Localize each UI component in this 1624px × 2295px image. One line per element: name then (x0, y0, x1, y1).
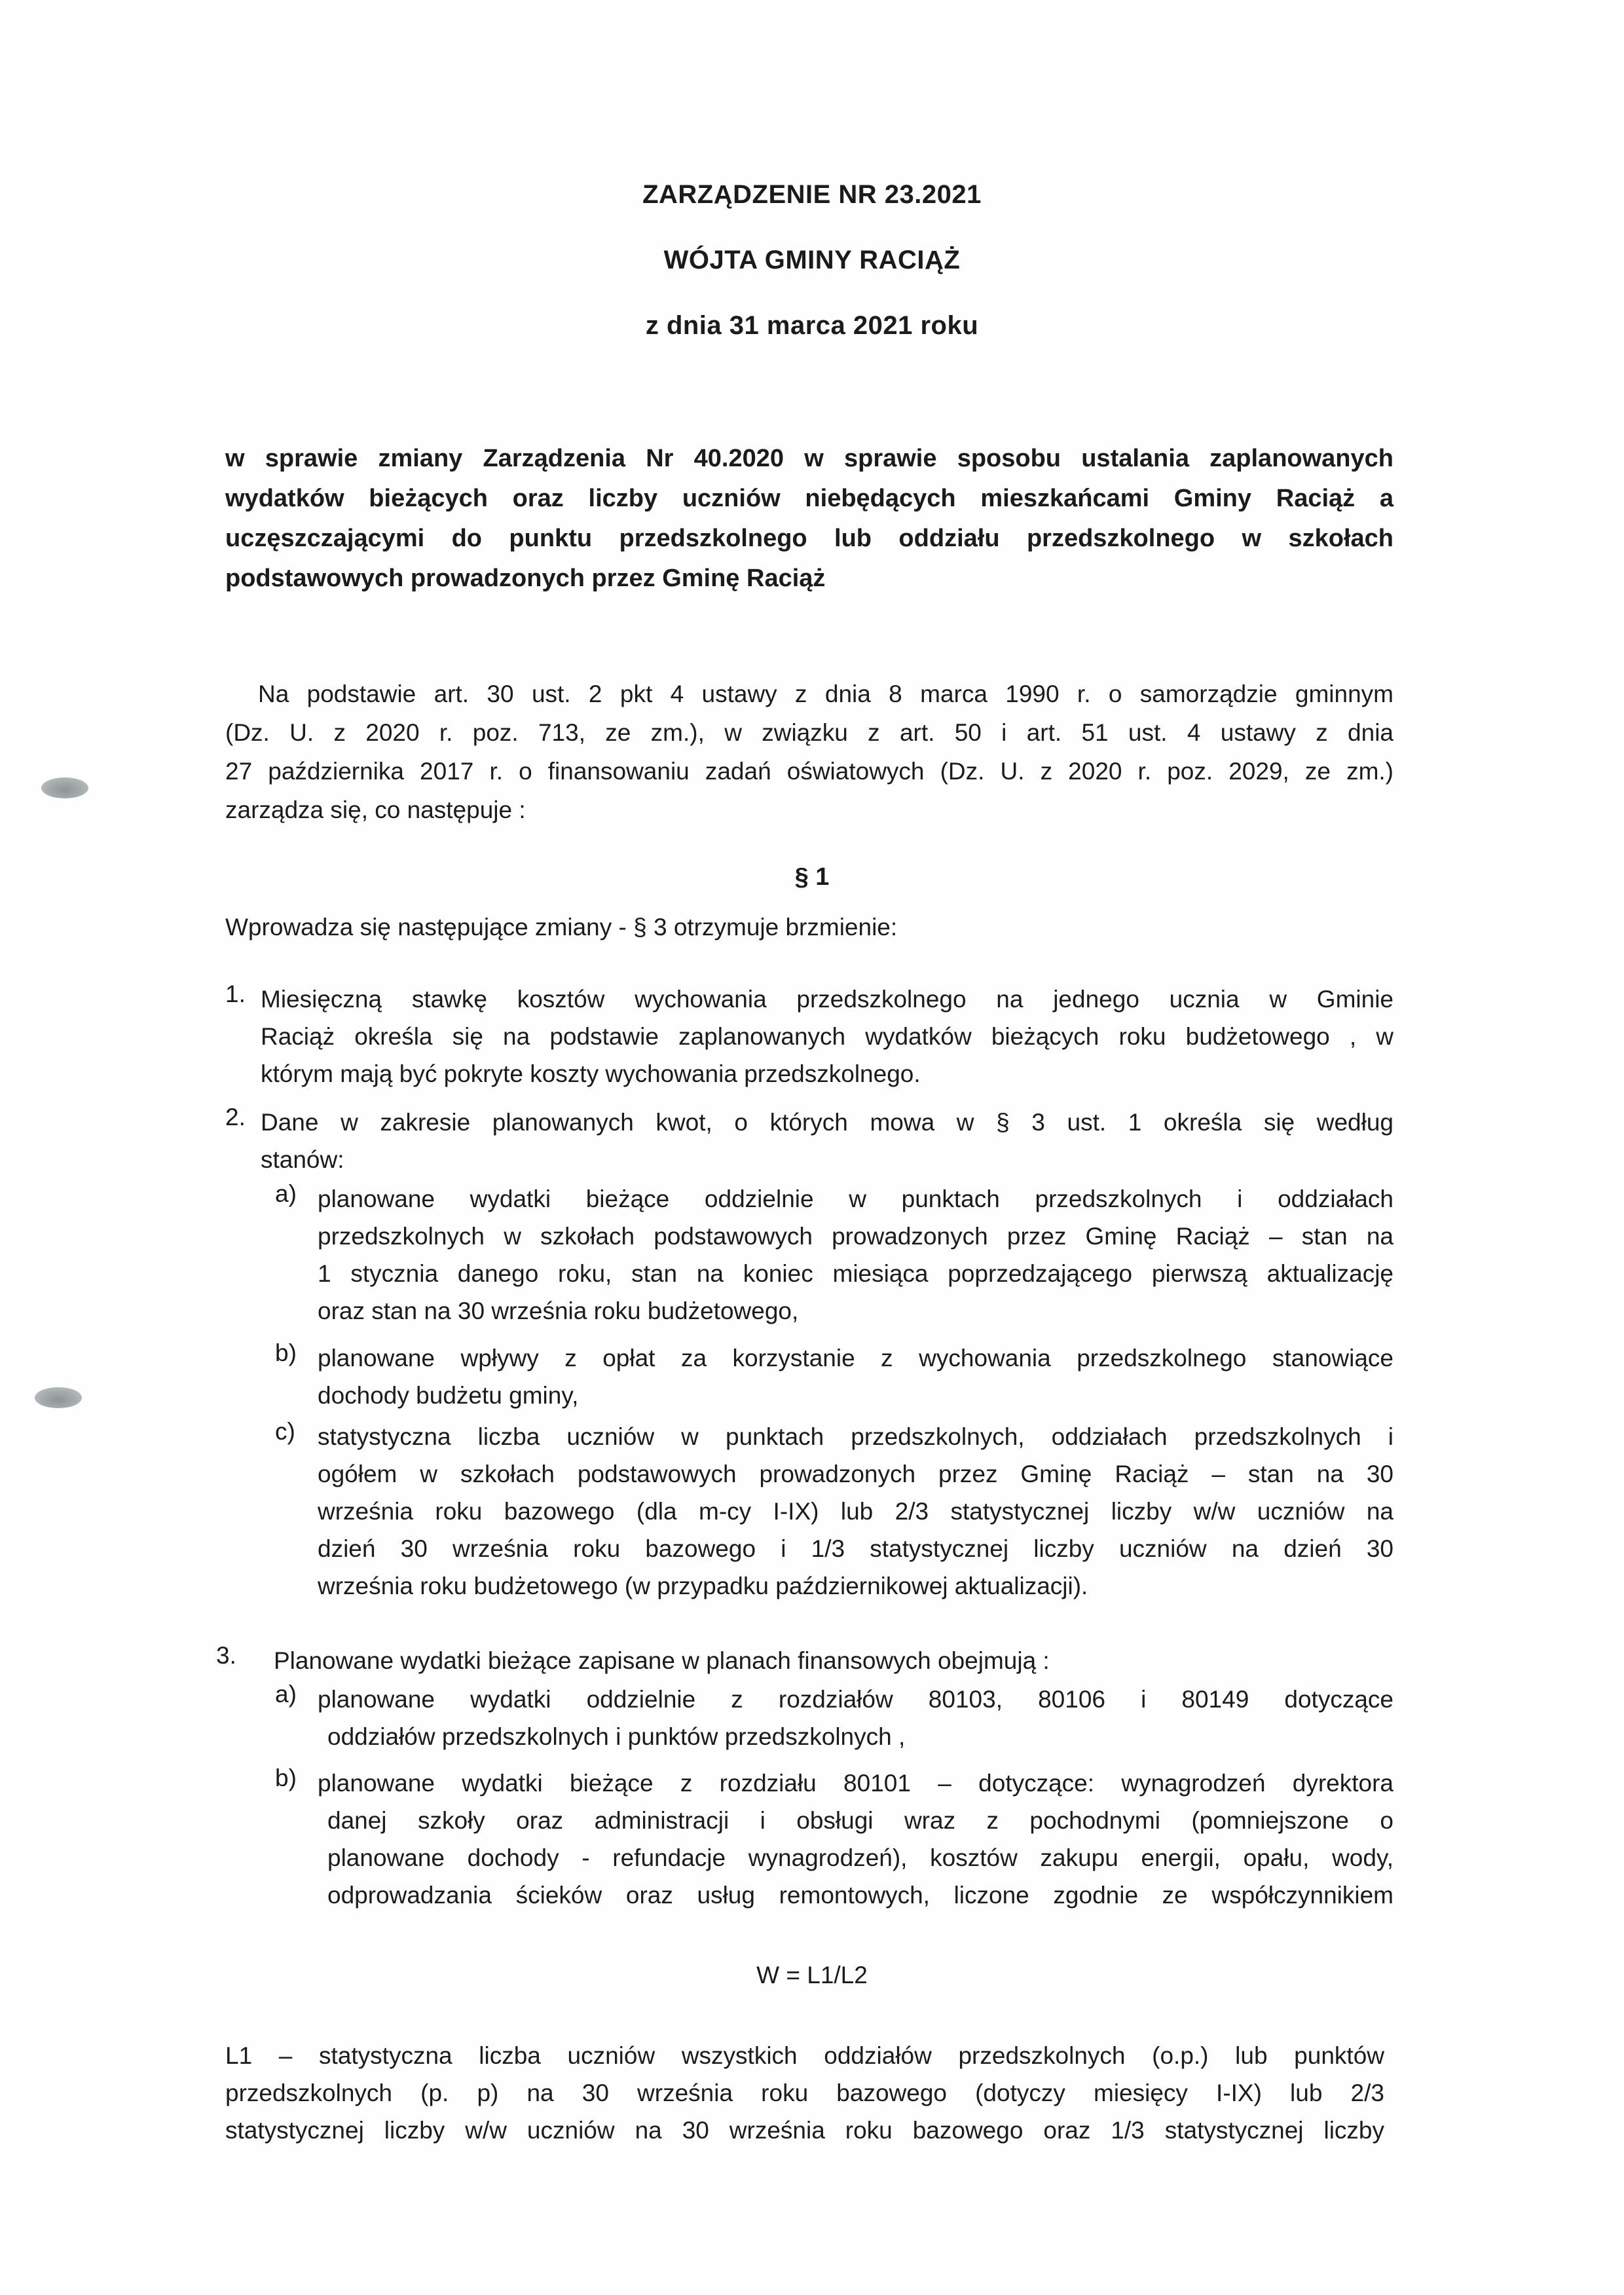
list-number: 2. (225, 1104, 246, 1130)
sub-item-line: dzień 30 września roku bazowego i 1/3 statystycznej liczby uczniów na dzień 30 (318, 1535, 1393, 1562)
sub-item-line: przedszkolnych w szkołach podstawowych prowadzonych przez Gminę Raciąż – stan na (318, 1223, 1393, 1250)
issuer-title: WÓJTA GMINY RACIĄŻ (663, 246, 961, 274)
legal-basis-line: Na podstawie art. 30 ust. 2 pkt 4 ustawy z dnia 8 marca 1990 r. o samorządzie gminnym (258, 681, 1393, 707)
list-item-line: Planowane wydatki bieżące zapisane w planach finansowych obejmują : (274, 1647, 1050, 1674)
list-item-3 (274, 1642, 1393, 1679)
sub-item-line: dochody budżetu gminy, (318, 1382, 579, 1409)
sub-item-label: a) (275, 1681, 297, 1707)
subject-line: w sprawie zmiany Zarządzenia Nr 40.2020 w sprawie sposobu ustalania zaplanowanych (225, 445, 1393, 472)
sub-item-2b (318, 1339, 1393, 1414)
legal-basis-line: zarządza się, co następuje : (225, 796, 526, 823)
subject-line: wydatków bieżących oraz liczby uczniów niebędących mieszkańcami Gminy Raciąż a (225, 485, 1393, 512)
subject-line: podstawowych prowadzonych przez Gminę Raciąż (225, 565, 826, 592)
document-title: ZARZĄDZENIE NR 23.2021 (642, 180, 982, 209)
list-number: 1. (225, 980, 246, 1007)
legal-basis-line: (Dz. U. z 2020 r. poz. 713, ze zm.), w związku z art. 50 i art. 51 ust. 4 ustawy z dnia (225, 719, 1393, 746)
sub-item-line: oddziałów przedszkolnych i punktów przedszkolnych , (327, 1723, 906, 1750)
punch-hole-mark (35, 1387, 82, 1408)
sub-item-line: planowane wydatki bieżące oddzielnie w punktach przedszkolnych i oddziałach (318, 1185, 1393, 1212)
sub-item-line: planowane wpływy z opłat za korzystanie z wychowania przedszkolnego stanowiące (318, 1345, 1393, 1371)
sub-item-line: oraz stan na 30 września roku budżetowego, (318, 1297, 799, 1324)
sub-item-line: 1 stycznia danego roku, stan na koniec miesiąca poprzedzającego pierwszą aktualizację (318, 1260, 1393, 1287)
list-item-line: Raciąż określa się na podstawie zaplanowanych wydatków bieżących roku budżetowego , w (261, 1023, 1393, 1050)
sub-item-line: statystyczna liczba uczniów w punktach przedszkolnych, oddziałach przedszkolnych i (318, 1423, 1393, 1450)
sub-item-line: planowane wydatki oddzielnie z rozdziałów 80103, 80106 i 80149 dotyczące (318, 1686, 1393, 1713)
sub-item-line: września roku budżetowego (w przypadku październikowej aktualizacji). (318, 1573, 1088, 1599)
list-item-line: którym mają być pokryte koszty wychowania przedszkolnego. (261, 1060, 921, 1087)
sub-item-label: b) (275, 1764, 297, 1791)
definition-line: przedszkolnych (p. p) na 30 września roku bazowego (dotyczy miesięcy I-IX) lub 2/3 (225, 2080, 1384, 2106)
sub-item-3a (318, 1681, 1393, 1755)
list-item-2 (261, 1104, 1393, 1178)
section-mark: § 1 (794, 863, 830, 891)
list-item-line: Miesięczną stawkę kosztów wychowania przedszkolnego na jednego ucznia w Gminie (261, 986, 1393, 1013)
sub-item-2a (318, 1180, 1393, 1330)
list-item-1 (261, 980, 1393, 1092)
list-item-line: Dane w zakresie planowanych kwot, o których mowa w § 3 ust. 1 określa się według (261, 1109, 1393, 1136)
list-item-line: stanów: (261, 1146, 344, 1173)
sub-item-line: ogółem w szkołach podstawowych prowadzonych przez Gminę Raciąż – stan na 30 (318, 1461, 1393, 1487)
document-date: z dnia 31 marca 2021 roku (645, 311, 979, 340)
list-number: 3. (216, 1642, 236, 1669)
subject-paragraph (225, 439, 1393, 599)
formula: W = L1/L2 (756, 1962, 868, 1988)
sub-item-line: odprowadzania ścieków oraz usług remontowych, liczone zgodnie ze współczynnikiem (327, 1882, 1393, 1909)
section-intro: Wprowadza się następujące zmiany - § 3 otrzymuje brzmienie: (225, 914, 898, 941)
sub-item-label: c) (275, 1418, 295, 1445)
subject-line: uczęszczającymi do punktu przedszkolnego lub oddziału przedszkolnego w szkołach (225, 525, 1393, 552)
sub-item-line: danej szkoły oraz administracji i obsługi wraz z pochodnymi (pomniejszone o (327, 1807, 1393, 1834)
sub-item-line: planowane wydatki bieżące z rozdziału 80101 – dotyczące: wynagrodzeń dyrektora (318, 1770, 1393, 1797)
legal-basis-line: 27 października 2017 r. o finansowaniu zadań oświatowych (Dz. U. z 2020 r. poz. 2029, ze zm.) (225, 758, 1393, 785)
definition-l1 (225, 2037, 1384, 2149)
sub-item-3b (318, 1764, 1393, 1914)
punch-hole-mark (41, 777, 88, 798)
definition-line: L1 – statystyczna liczba uczniów wszystkich oddziałów przedszkolnych (o.p.) lub punktów (225, 2042, 1384, 2069)
definition-line: statystycznej liczby w/w uczniów na 30 września roku bazowego oraz 1/3 statystycznej liczby (225, 2117, 1384, 2144)
sub-item-label: a) (275, 1180, 297, 1207)
sub-item-line: planowane dochody - refundacje wynagrodzeń), kosztów zakupu energii, opału, wody, (327, 1844, 1393, 1871)
legal-basis-paragraph (225, 675, 1393, 829)
sub-item-label: b) (275, 1339, 297, 1366)
sub-item-line: września roku bazowego (dla m-cy I-IX) lub 2/3 statystycznej liczby w/w uczniów na (318, 1498, 1393, 1525)
sub-item-2c (318, 1418, 1393, 1605)
